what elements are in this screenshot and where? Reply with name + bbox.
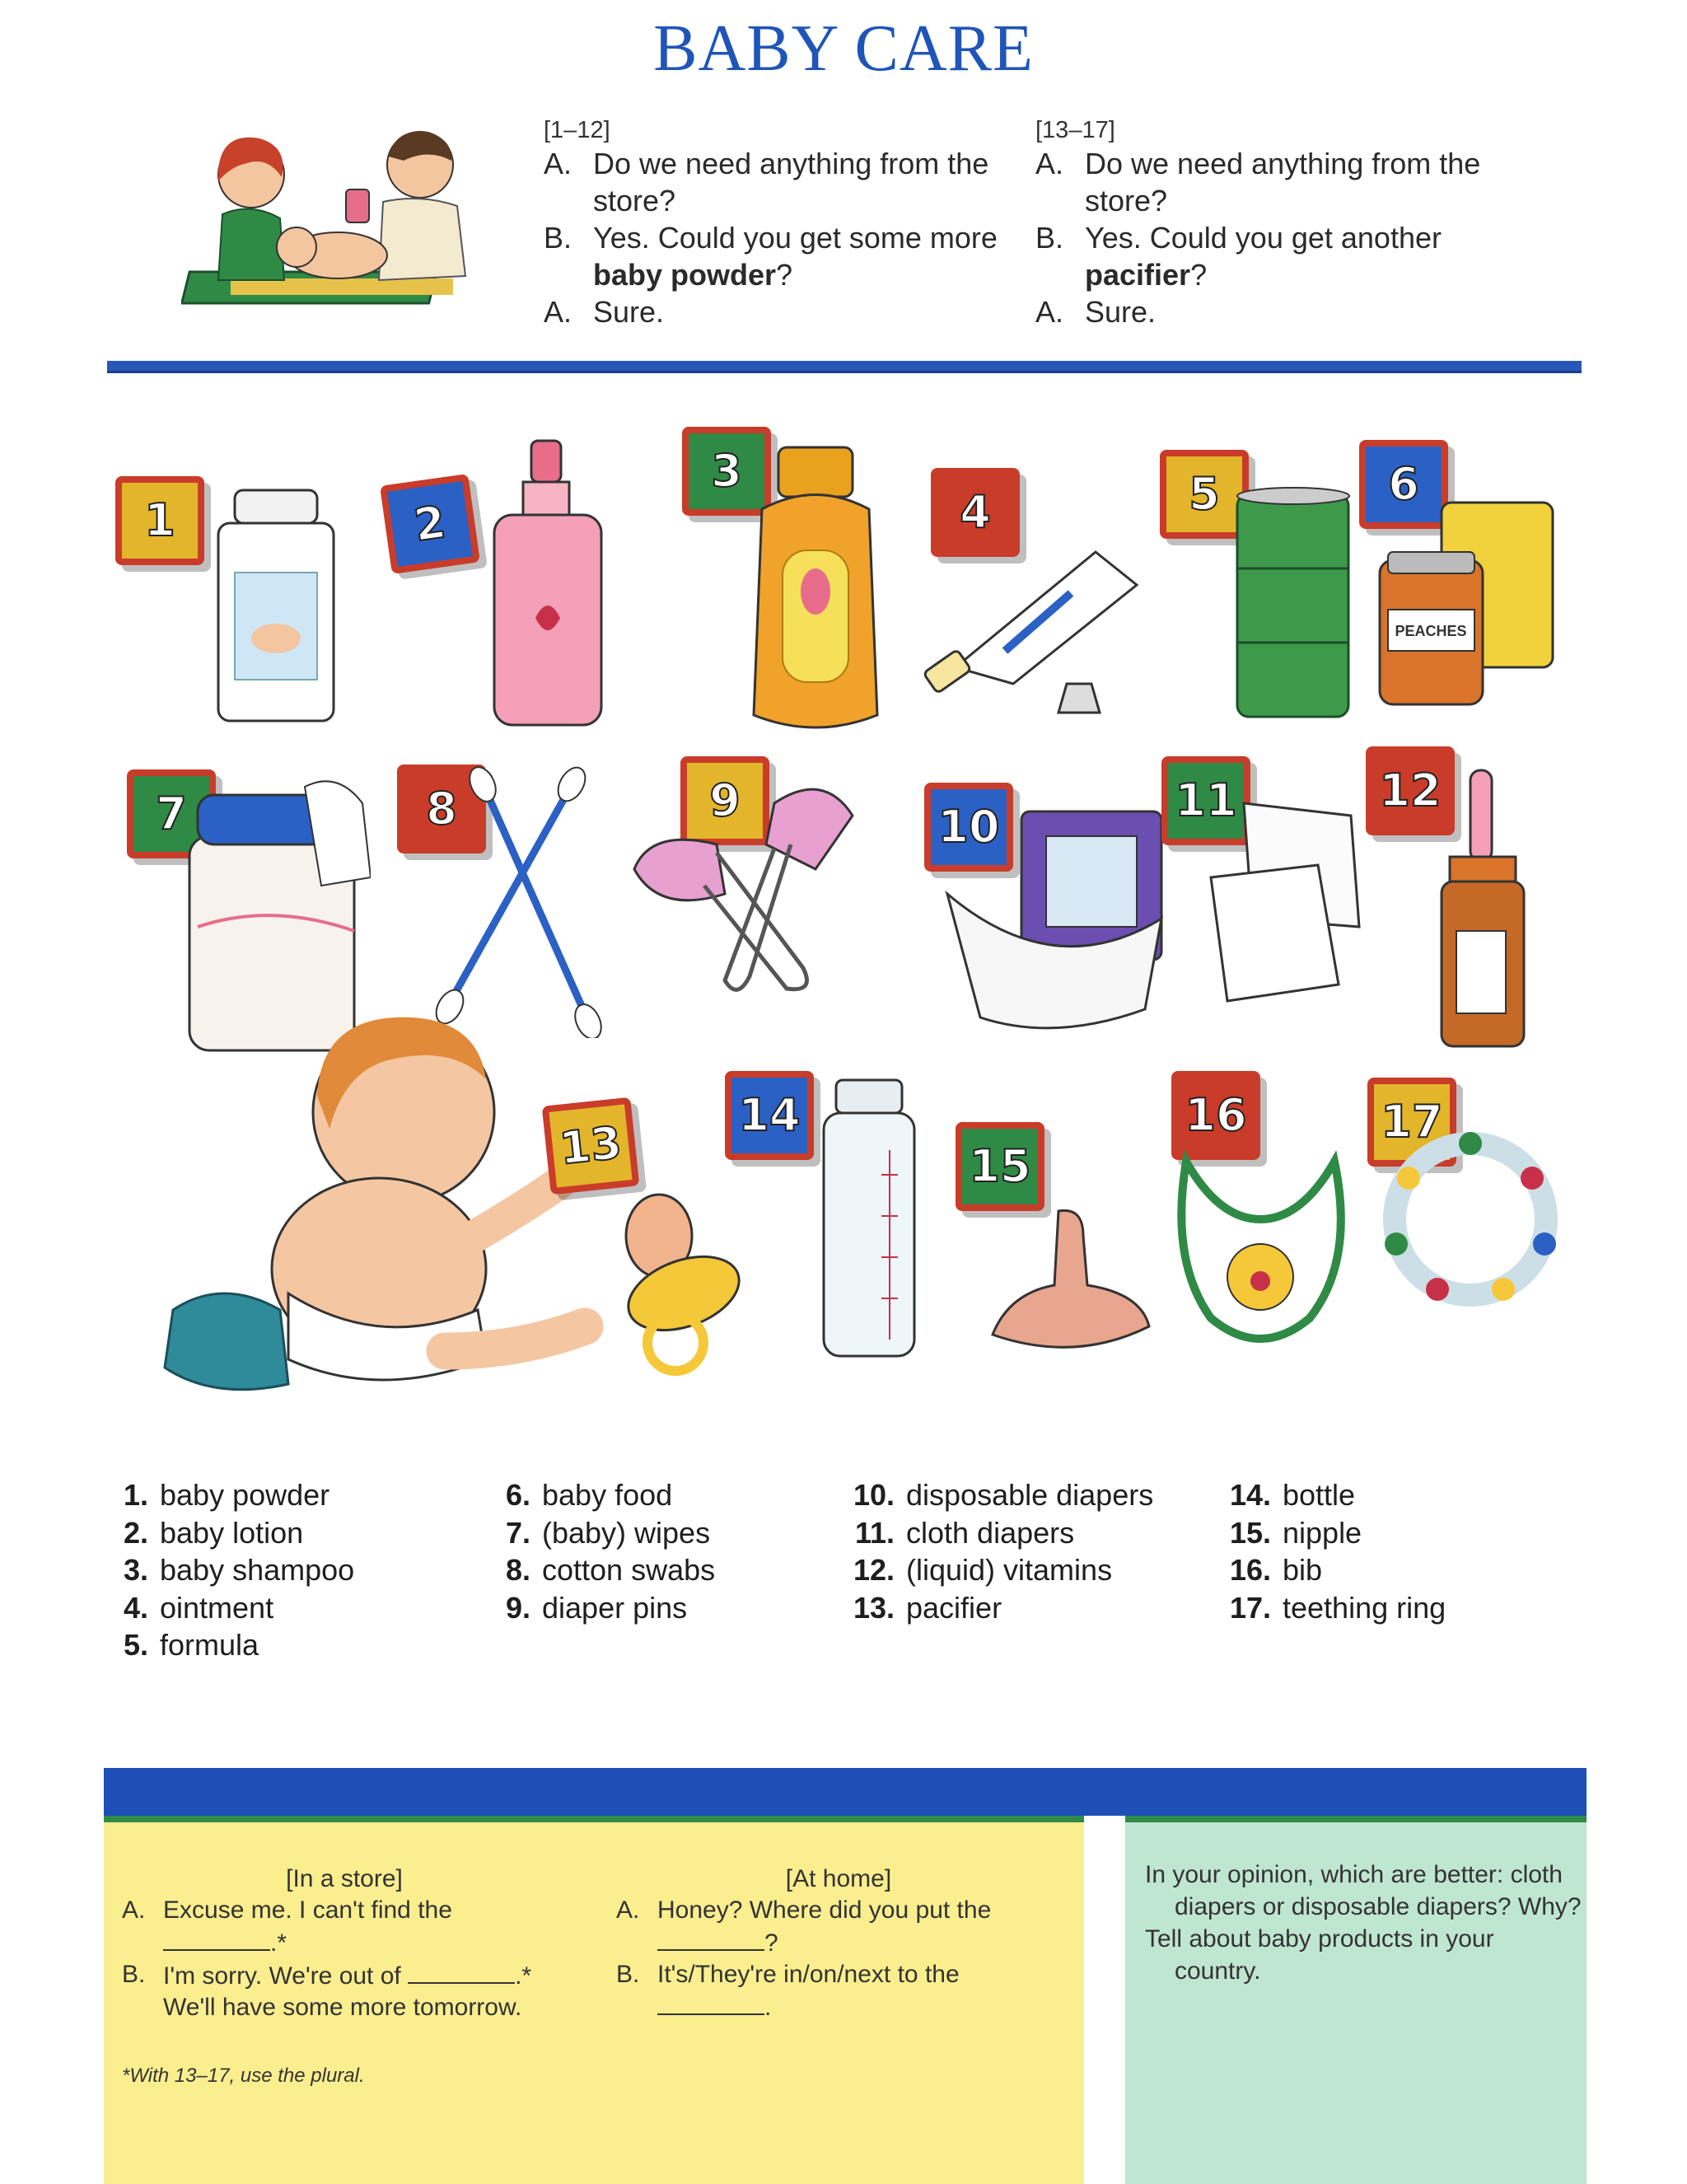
vocab-number: 3.: [123, 1553, 148, 1588]
section-divider: [107, 361, 1582, 373]
vocab-item: [1230, 1514, 1446, 1552]
vocab-column-4: [1230, 1476, 1446, 1626]
discussion-question: Tell about baby products in your country.: [1145, 1925, 1494, 1985]
vocab-number: 1.: [123, 1478, 148, 1512]
speaker-b: B.: [1035, 221, 1064, 255]
baby-shampoo-icon: [745, 435, 894, 740]
liquid-vitamins-icon: [1433, 766, 1532, 1055]
vocab-item: [1230, 1476, 1446, 1514]
vocab-item: [107, 1514, 354, 1552]
bottom-band-green: [104, 1816, 1587, 1822]
dialog-line: Sure.: [593, 295, 665, 329]
baby-illustration: [148, 997, 610, 1409]
number-block-13: 13: [542, 1097, 640, 1195]
baby-lotion-icon: [486, 437, 610, 733]
answer-blank[interactable]: [408, 1959, 515, 1984]
vocab-item: [107, 1551, 354, 1589]
vocab-item: [853, 1514, 1153, 1552]
dialog-range-label: [13–17]: [1035, 117, 1115, 143]
vocab-word: baby powder: [160, 1478, 330, 1512]
number-block-12: 12: [1366, 746, 1455, 835]
vocab-item: [853, 1589, 1153, 1627]
number-block-14: 14: [725, 1071, 814, 1160]
diaper-pins-icon: [626, 770, 873, 1009]
disposable-diapers-icon: [931, 795, 1178, 1034]
exercise-line: Honey? Where did you put the: [657, 1896, 992, 1924]
number-block-11: 11: [1161, 756, 1250, 845]
vocab-word: bottle: [1283, 1478, 1356, 1512]
answer-blank[interactable]: [657, 1926, 764, 1951]
vocab-number: 16.: [1230, 1553, 1272, 1588]
vocab-number: 13.: [853, 1590, 895, 1625]
vocab-number: 10.: [853, 1478, 895, 1512]
dialog-range-label: [1–12]: [544, 117, 610, 143]
number-block-17: 17: [1367, 1078, 1456, 1167]
panel-gutter: [1084, 1816, 1125, 2184]
vocab-item: [489, 1514, 715, 1552]
speaker-a: A.: [122, 1896, 146, 1924]
vocab-word: nipple: [1283, 1515, 1362, 1550]
vocab-item: [1230, 1551, 1446, 1589]
exercise-punct: .: [764, 1994, 772, 2021]
exercise-line: I'm sorry. We're out of: [163, 1962, 401, 1990]
vocab-item: [1230, 1589, 1446, 1627]
number-block-4: 4: [931, 468, 1020, 557]
speaker-b: B.: [616, 1961, 640, 1988]
speaker-b: B.: [544, 221, 572, 255]
bib-icon: [1161, 1096, 1359, 1359]
pacifier-icon: [601, 1186, 750, 1376]
number-block-6: 6: [1359, 440, 1448, 529]
speaker-a: A.: [544, 147, 572, 180]
vocab-word: baby shampoo: [160, 1553, 355, 1588]
vocab-column-1: [107, 1476, 354, 1664]
dialog-punct: ?: [776, 258, 793, 292]
exercise-line: Excuse me. I can't find the: [163, 1896, 452, 1924]
vocab-item: [489, 1589, 715, 1627]
vocab-word: diaper pins: [542, 1590, 688, 1625]
exercise-line: We'll have some more tomorrow.: [163, 1994, 522, 2021]
number-block-8: 8: [397, 765, 486, 853]
speaker-a: A.: [544, 295, 572, 329]
vocab-number: 6.: [505, 1478, 530, 1512]
baby-powder-icon: [206, 482, 346, 729]
vocab-word: bib: [1283, 1553, 1323, 1588]
vocab-word: (baby) wipes: [542, 1515, 711, 1550]
vocab-word: pacifier: [906, 1590, 1002, 1625]
speaker-b: B.: [122, 1961, 146, 1988]
vocab-number: 8.: [505, 1553, 530, 1588]
vocab-number: 12.: [853, 1553, 895, 1588]
vocab-word: ointment: [160, 1590, 274, 1625]
vocab-number: 4.: [123, 1590, 148, 1625]
number-block-3: 3: [682, 427, 771, 516]
vocab-item: [107, 1626, 354, 1664]
dialog-items-13-17: [1035, 115, 1497, 330]
baby-food-icon: [1367, 486, 1565, 717]
number-block-5: 5: [1160, 450, 1249, 539]
vocab-item: [107, 1476, 354, 1514]
dialog-keyword: baby powder: [593, 258, 777, 292]
vocab-item: [853, 1476, 1153, 1514]
cloth-diapers-icon: [1194, 787, 1376, 1034]
teething-ring-icon: [1367, 1112, 1573, 1326]
number-block-2: 2: [380, 474, 480, 574]
number-block-16: 16: [1171, 1071, 1260, 1160]
exercise-header: [At home]: [785, 1865, 892, 1892]
bottom-band-blue: [104, 1768, 1587, 1816]
vocab-word: formula: [160, 1628, 259, 1663]
speaker-a: A.: [1035, 147, 1064, 180]
nipple-icon: [984, 1203, 1157, 1359]
vocab-number: 17.: [1230, 1590, 1272, 1625]
vocab-word: baby food: [542, 1478, 673, 1512]
discussion-question: In your opinion, which are better: cloth diapers or disposable diapers? Why?: [1145, 1861, 1582, 1920]
exercise-at-home: [616, 1864, 1061, 2023]
exercise-punct: ?: [764, 1929, 778, 1957]
number-block-9: 9: [680, 756, 769, 845]
jar-label: PEACHES: [1395, 623, 1467, 639]
number-block-15: 15: [956, 1122, 1044, 1211]
exercise-punct: .*: [270, 1929, 287, 1957]
footnote: *With 13–17, use the plural.: [122, 2065, 365, 2087]
exercise-line: It's/They're in/on/next to the: [657, 1961, 960, 1988]
vocab-item: [489, 1551, 715, 1589]
vocab-number: 14.: [1230, 1478, 1272, 1512]
vocab-column-2: [489, 1476, 715, 1626]
exercise-header: [In a store]: [286, 1865, 403, 1892]
vocab-word: (liquid) vitamins: [906, 1553, 1113, 1588]
number-block-1: 1: [115, 476, 204, 565]
dialog-line: Sure.: [1085, 295, 1157, 329]
answer-blank[interactable]: [163, 1926, 270, 1951]
page-title: BABY CARE: [653, 12, 1034, 85]
bottle-icon: [815, 1076, 923, 1364]
vocab-item: [107, 1589, 354, 1627]
dialog-line: Yes. Could you get some more: [593, 221, 998, 255]
vocab-word: disposable diapers: [906, 1478, 1154, 1512]
vocab-number: 5.: [123, 1628, 148, 1663]
vocab-item: [489, 1476, 715, 1514]
vocab-word: cotton swabs: [542, 1553, 716, 1588]
speaker-a: A.: [616, 1896, 640, 1924]
vocab-word: baby lotion: [160, 1515, 304, 1550]
vocab-word: teething ring: [1283, 1590, 1446, 1625]
dialog-punct: ?: [1190, 258, 1208, 292]
dialog-line: Do we need anything from the store?: [1085, 147, 1481, 217]
exercise-punct: .*: [515, 1962, 532, 1990]
vocab-item: [853, 1551, 1153, 1589]
vocab-column-3: [853, 1476, 1153, 1626]
vocab-number: 2.: [123, 1515, 148, 1550]
vocab-number: 15.: [1230, 1515, 1272, 1550]
ointment-icon: [923, 519, 1153, 717]
vocab-number: 7.: [505, 1515, 530, 1550]
speaker-a: A.: [1035, 295, 1064, 329]
vocab-word: cloth diapers: [906, 1515, 1075, 1550]
vocab-number: 11.: [854, 1515, 895, 1550]
formula-icon: [1227, 486, 1359, 725]
dialog-line: Do we need anything from the store?: [593, 147, 989, 217]
parents-changing-baby-illustration: [181, 124, 486, 330]
discussion-questions: [1145, 1859, 1582, 1987]
answer-blank[interactable]: [657, 1990, 764, 2015]
number-block-7: 7: [127, 769, 216, 858]
number-block-10: 10: [924, 783, 1013, 872]
dialog-keyword: pacifier: [1085, 258, 1191, 292]
dialog-line: Yes. Could you get another: [1085, 221, 1442, 255]
dialog-items-1-12: [544, 115, 1005, 330]
vocab-number: 9.: [505, 1590, 530, 1625]
exercise-in-a-store: [122, 1864, 567, 2023]
